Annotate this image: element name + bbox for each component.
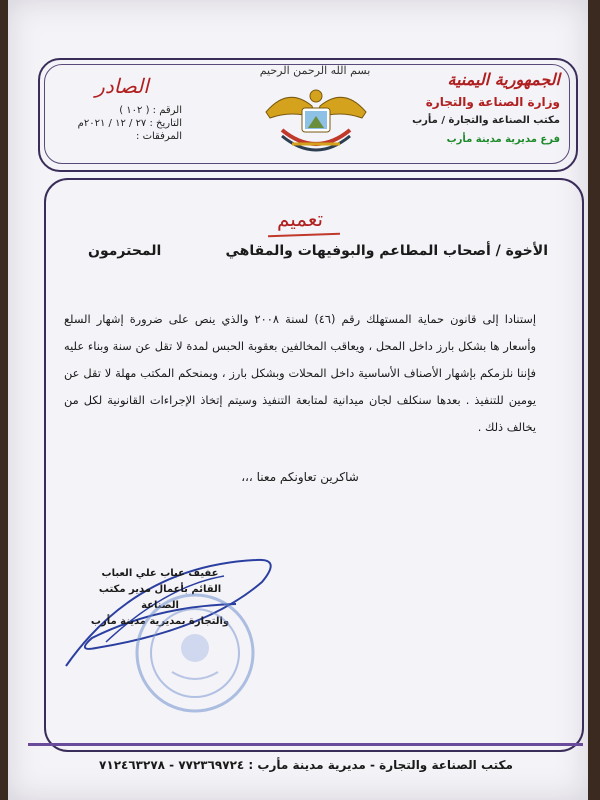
salutation-respected: المحترمون [88,243,162,259]
attachments-label: المرفقات : [136,131,182,142]
signatory-title-line2: والتجارة بمديرية مدينة مأرب [90,616,230,627]
footer-divider [28,743,583,746]
official-stamp-icon [132,590,258,716]
ministry-name: وزارة الصناعة والتجارة [425,95,560,109]
republic-name: الجمهورية اليمنية [447,70,560,89]
office-name: مكتب الصناعة والتجارة / مأرب [412,115,560,126]
reference-number: الرقم : ( ١٠٢ ) [119,105,182,116]
addressee-row [88,243,548,267]
circular-title: تعميم [276,207,324,231]
eagle-emblem-icon [258,66,374,156]
outgoing-label: الصادر [95,74,149,98]
letter-body [64,306,536,441]
reference-date: التاريخ : ٢٧ / ١٢ / ٢٠٢١م [77,118,182,129]
branch-name: فرع مديرية مدينة مأرب [446,134,560,145]
signatory-title-line1: القائم بأعمال مدير مكتب الصناعة [98,584,222,611]
reference-block [62,74,182,143]
body-paragraph: إستنادا إلى قانون حماية المستهلك رقم (٤٦) لسنة ٢٠٠٨ والذي ينص على ضرورة إشهار السلع وأسعار ها بشكل بارز داخل المحل ، ويعاقب المخالفين بعقوبة الحبس لمدة لا تقل عن سنة وبناء عليه فإننا نلزمكم بإشهار الأصناف الأساسية داخل المحلات وبشكل بارز ، ويمنحكم المكتب مهلة لا تقل عن يومين للتنفيذ . بعدها سنكلف لجان ميدانية لمتابعة التنفيذ وسيتم إتخاذ الإجراءات القانونية لكل من يخالف ذلك . [64,312,536,434]
basmala: بسم الله الرحمن الرحيم [259,64,371,77]
letterhead-organization [400,70,560,145]
footer-contact: مكتب الصناعة والتجارة - مديرية مدينة مأرب : ٧٧٢٣٦٩٧٢٤ - ٧١٢٤٦٣٢٧٨ [99,758,513,772]
closing-thanks: شاكرين تعاونكم معنا ،،، [241,470,359,484]
addressee: الأخوة / أصحاب المطاعم والبوفيهات والمقاهي [225,243,548,259]
signatory-name: عفيف عباب علي العباب [101,568,219,579]
